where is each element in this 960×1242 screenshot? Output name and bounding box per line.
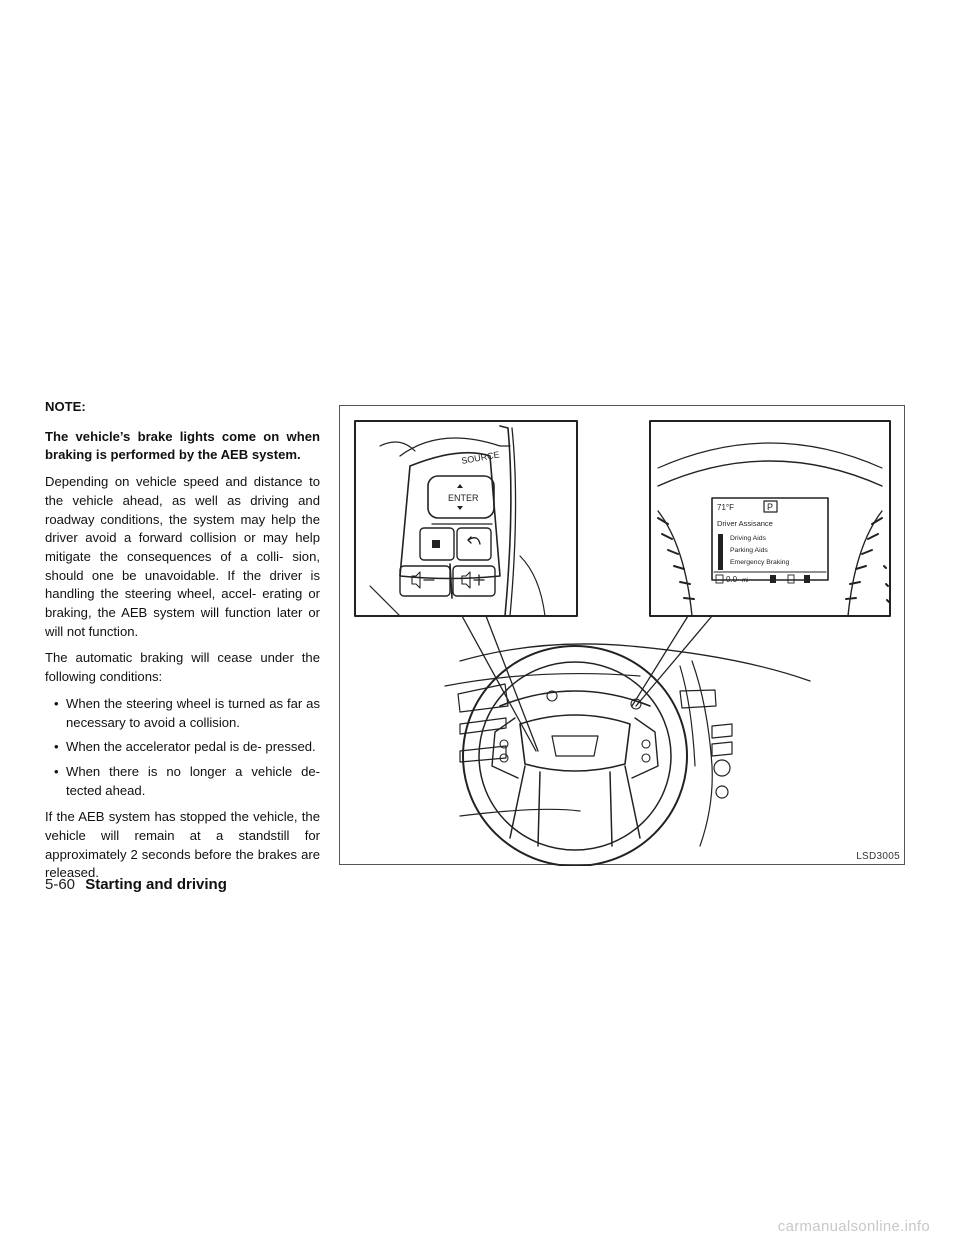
list-item: • When the accelerator pedal is de- pressed. xyxy=(45,738,320,757)
enter-label: ENTER xyxy=(448,493,479,503)
watermark: carmanualsonline.info xyxy=(777,1218,930,1235)
odometer-unit: mi xyxy=(742,578,749,584)
section-title: Starting and driving xyxy=(85,876,227,893)
page-footer xyxy=(45,876,227,893)
menu-item-driving-aids: Driving Aids xyxy=(730,535,766,542)
temp-readout: 71°F xyxy=(717,503,734,512)
text-column xyxy=(45,398,320,891)
paragraph-2: The automatic braking will cease under the following conditions: xyxy=(45,650,320,685)
fuel-icon xyxy=(804,575,810,583)
menu-item-parking-aids: Parking Aids xyxy=(730,547,768,554)
source-label: SOURCE xyxy=(460,449,501,466)
condition-list xyxy=(45,695,320,801)
paragraph-1: Depending on vehicle speed and distance to the vehicle ahead, as well as driving and roadway conditions, the system may help the driver avoid a forward collision or may help mitigate the consequences of a colli- sion, should one be unavoidable. If the driver is handling the steering wheel, accel- erating or braking, the AEB system will function later or will not function. xyxy=(45,474,320,639)
menu-item-emergency-braking: Emergency Braking xyxy=(730,559,790,566)
list-item: • When there is no longer a vehicle de- tected ahead. xyxy=(45,763,320,800)
steering-switch-figure xyxy=(339,405,905,865)
figure-illustration xyxy=(340,406,906,866)
seatbelt-icon xyxy=(770,575,776,583)
page-number: 5-60 xyxy=(45,876,76,893)
note-bold-text: The vehicle’s brake lights come on when braking is performed by the AEB system. xyxy=(45,428,320,463)
paragraph-3: If the AEB system has stopped the vehicle, the vehicle will remain at a standstill for approximately 2 seconds before the brakes are released. xyxy=(45,809,320,881)
note-heading: NOTE: xyxy=(45,399,86,414)
list-item: • When the steering wheel is turned as far as necessary to avoid a collision. xyxy=(45,695,320,732)
figure-code: LSD3005 xyxy=(856,851,900,862)
menu-title: Driver Assisance xyxy=(717,519,773,528)
gear-indicator: P xyxy=(767,502,774,512)
odometer-value: 0.0 xyxy=(726,575,738,584)
